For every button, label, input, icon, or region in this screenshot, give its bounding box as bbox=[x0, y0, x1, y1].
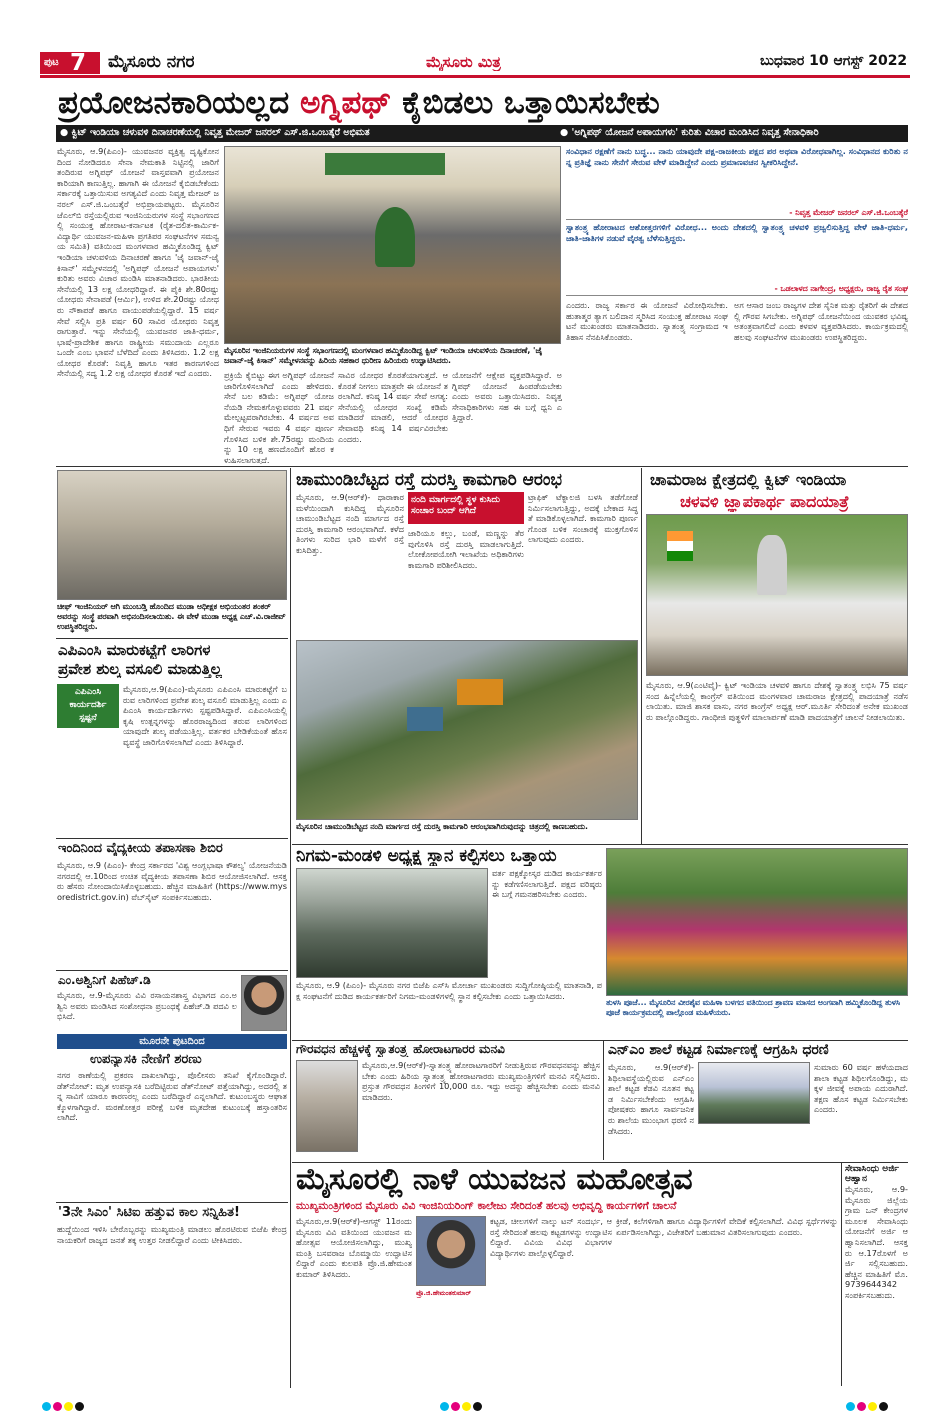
tulasi-photo-caption: ತುಳಸಿ ಪೂಜೆ... ಮೈಸೂರಿನ ವೀರಶೈವ ಮಹಿಳಾ ಬಳಗದ ವತಿಯಿಂದ ಶ್ರಾವಣ ಮಾಸದ ಅಂಗವಾಗಿ ಹಮ್ಮಿಕೊಂಡಿದ್ದ ತುಳಸಿ ಪೂಜೆ ಕಾರ್ಯಕ್ರಮದಲ್ಲಿ ಪಾಲ್ಗೊಂಡ ಮಹಿಳೆಯರು. bbox=[606, 998, 900, 1017]
yellow-dot bbox=[462, 1402, 471, 1411]
school-body-col2: ಸುಮಾರು 60 ವರ್ಷ ಹಳೆಯದಾದ ಶಾಲಾ ಕಟ್ಟಡ ಶಿಥಿಲಗೊಂಡಿದ್ದು, ಮಕ್ಕಳ ಜೀವಕ್ಕೆ ಅಪಾಯ ಎದುರಾಗಿದೆ. ತಕ್ಷಣ ಹೊಸ ಕಟ್ಟಡ ನಿರ್ಮಿಸಬೇಕು ಎಂದರು. bbox=[814, 1062, 908, 1115]
apmc-label-box bbox=[57, 684, 119, 728]
stage-banner bbox=[325, 153, 445, 175]
vdivider-school bbox=[603, 1040, 604, 1160]
nigama-body-col2: ವರ್ತ ಪಕ್ಷಕ್ಕೋಸ್ಕರ ದುಡಿದ ಕಾರ್ಯಕರ್ತರನ್ನು ಕಡೆಗಣಿಸಲಾಗುತ್ತಿದೆ. ಪಕ್ಷದ ವರಿಷ್ಠರು ಈ ಬಗ್ಗೆ ಗಮನಹರಿಸಬೇಕು ಎಂದರು. bbox=[492, 868, 602, 900]
apmc-label-3: ಸ್ಪಷ್ಟನೆ bbox=[79, 713, 97, 723]
lead-photo bbox=[224, 146, 561, 344]
apmc-label-1: ಎಪಿಎಂಸಿ bbox=[74, 687, 102, 697]
divider-lead bbox=[56, 466, 908, 467]
plant-pot bbox=[375, 207, 415, 267]
apmc-headline-1: ಎಪಿಎಂಸಿ ಮಾರುಕಟ್ಟೆಗೆ ಲಾರಿಗಳ bbox=[58, 641, 211, 659]
chamaraja-photo bbox=[646, 514, 908, 676]
tulasi-photo bbox=[606, 848, 908, 996]
chamundi-subhead: ನಂದಿ ಮಾರ್ಗದಲ್ಲಿ ಸ್ಥಳ ಕುಸಿದು ಸಂಚಾರ ಬಂದ್ ಆಗಿದೆ bbox=[411, 495, 501, 516]
chamaraja-headline-1: ಚಾಮರಾಜ ಕ್ಷೇತ್ರದಲ್ಲಿ ಕ್ವಿಟ್ ಇಂಡಿಯಾ bbox=[650, 470, 847, 489]
phd-photo bbox=[241, 975, 287, 1031]
yuvajana-body-col3: ಕ್ರೀಡೆ, ಕಲೆಗಳಿಗಾಗಿ ಹಾಗೂ ವಿದ್ಯಾರ್ಥಿಗಳಿಗೆ ವೇದಿಕೆ ಕಲ್ಪಿಸಲಾಗಿದೆ. ವಿವಿಧ ಸ್ಪರ್ಧೆಗಳನ್ನು ಏರ್ಪಡಿಸಲಾಗಿದ್ದು, ವಿಜೇತರಿಗೆ ಬಹುಮಾನ ವಿತರಿಸಲಾಗುವುದು ಎಂದರು. bbox=[616, 1216, 838, 1237]
quote-box-1 bbox=[566, 146, 908, 220]
jobs-headline: ಸೇವಾಸಿಂಧು ಅರ್ಜಿ ಆಹ್ವಾನ bbox=[845, 1164, 899, 1184]
nigama-headline: ನಿಗಮ-ಮಂಡಳಿ ಅಧ್ಯಕ್ಷ ಸ್ಥಾನ ಕಲ್ಪಿಸಲು ಒತ್ತಾಯ bbox=[296, 846, 557, 866]
jobs-body: ಮೈಸೂರು, ಆ.9- ಮೈಸೂರು ಜಿಲ್ಲೆಯ ಗ್ರಾಮ ಒನ್ ಕೇಂದ್ರಗಳ ಮೂಲಕ ಸೇವಾಸಿಂಧು ಯೋಜನೆಗೆ ಅರ್ಜಿ ಆಹ್ವಾನಿಸಲಾಗಿದೆ. ಆಸಕ್ತರು ಆ.17ರೊಳಗೆ ಅರ್ಜಿ ಸಲ್ಲಿಸಬಹುದು. ಹೆಚ್ಚಿನ ಮಾಹಿತಿಗೆ ಮೊ.9739644342 ಸಂಪರ್ಕಿಸಬಹುದು. bbox=[845, 1184, 908, 1300]
vdivider-jobs bbox=[841, 1162, 842, 1386]
lead-headline-part2: ಕೈಬಿಡಲು ಒತ್ತಾಯಿಸಬೇಕು bbox=[402, 85, 660, 121]
yuvajana-headline: ಮೈಸೂರಲ್ಲಿ ನಾಳೆ ಯುವಜನ ಮಹೋತ್ಸವ bbox=[296, 1162, 693, 1197]
black-dot bbox=[879, 1402, 888, 1411]
lead-body-col1: ಮೈಸೂರು, ಆ.9(ಪಿಎಂ)- ಯುವಜನರ ವ್ಯಕ್ತಿತ್ವ ದೃಷ್ಟಿಕೋನದಿಂದ ನೋಡಿದರೂ ಸೇನಾ ನೇಮಕಾತಿ ನಿಟ್ಟಿನಲ್ಲಿ ಜಾರಿಗೆ ತಂದಿರುವ ಅಗ್ನಿಪಥ್ ಯೋಜನೆ ವಾಸ್ತವವಾಗಿ ಪ್ರಯೋಜನಕಾರಿಯಾಗಿ ಕಾಣುತ್ತಿಲ್ಲ. ಹಾಗಾಗಿ ಈ ಯೋಜನೆ ಕೈಬಿಡಬೇಕೆಂದು ಸರ್ಕಾರಕ್ಕೆ ಒತ್ತಾಯಿಸುವ ಅಗತ್ಯವಿದೆ ಎಂದು ನಿವೃತ್ತ ಮೇಜರ್ ಜನರಲ್ ಎಸ್.ಜಿ.ಒಂಬತ್ಕೆರೆ ಅಭಿಪ್ರಾಯಪಟ್ಟರು. ಮೈಸೂರಿನ ಜೆಎಲ್‌ಬಿ ರಸ್ತೆಯಲ್ಲಿರುವ ಇಂಜಿನಿಯರುಗಳ ಸಂಸ್ಥೆ ಸಭಾಂಗಣದಲ್ಲಿ ಸಂಯುಕ್ತ ಹೋರಾಟ-ಕರ್ನಾಟಕ (ರೈತ-ದಲಿತ-ಕಾರ್ಮಿಕ-ವಿದ್ಯಾರ್ಥಿ ಯುವಜನ-ಮಹಿಳಾ ಪ್ರಗತಿಪರ ಸಂಘಟನೆಗಳ ಸಮನ್ವಯ ಸಮಿತಿ) ವತಿಯಿಂದ ಮಂಗಳವಾರ ಹಮ್ಮಿಕೊಂಡಿದ್ದ ಕ್ವಿಟ್ ಇಂಡಿಯಾ ಚಳುವಳಿಯ ದಿನಾಚರಣೆ ಹಾಗೂ 'ಜೈ ಜವಾನ್-ಜೈ ಕಿಸಾನ್' ಸಮ್ಮೇಳನದಲ್ಲಿ 'ಅಗ್ನಿಪಥ್ ಯೋಜನೆ ಅಪಾಯಗಳು' ಕುರಿತು ಅವರು ವಿಚಾರ ಮಂಡಿಸಿ ಮಾತನಾಡಿದರು. ಭಾರತೀಯ ಸೇನೆಯಲ್ಲಿ 13 ಲಕ್ಷ ಯೋಧರಿದ್ದಾರೆ. ಈ ಪೈಕಿ ಶೇ.80ರಷ್ಟು ಯೋಧರು ಸೇನಾಪಡೆ (ಆರ್ಮಿ), ಉಳಿದ ಶೇ.20ರಷ್ಟು ಯೋಧರು ನೌಕಾಪಡೆ ಹಾಗೂ ವಾಯುಪಡೆಯಲ್ಲಿದ್ದಾರೆ. 15 ವರ್ಷ ಸೇವೆ ಸಲ್ಲಿಸಿ ಪ್ರತಿ ವರ್ಷ 60 ಸಾವಿರ ಯೋಧರು ನಿವೃತ್ತರಾಗುತ್ತಾರೆ. ಇನ್ನು ಸೇನೆಯಲ್ಲಿ ಯುವಜನರ ಜಾತಿ-ಧರ್ಮ, ಭಾಷೆ-ಪ್ರಾದೇಶಿಕ ಹಾಗೂ ರಾಷ್ಟ್ರೀಯ ಸಮುದಾಯ ಎಲ್ಲರೂ ಒಂದೇ ಎಂಬ ಭಾವನೆ ಬೆಳೆದಿದೆ ಎಂದು ತಿಳಿಸಿದರು. 1.2 ಲಕ್ಷ ಯೋಧರ ಕೊರತೆ: ನಿವೃತ್ತಿ ಹಾಗೂ ಇತರ ಕಾರಣಗಳಿಂದ ಸೇನೆಯಲ್ಲಿ ಸದ್ಯ 1.2 ಲಕ್ಷ ಯೋಧರ ಕೊರತೆ ಇದೆ ಎಂದರು. bbox=[57, 146, 219, 379]
gourava-headline: ಗೌರವಧನ ಹೆಚ್ಚಳಕ್ಕೆ ಸ್ವಾತಂತ್ರ್ಯ ಹೋರಾಟಗಾರರ ಮನವಿ bbox=[296, 1042, 505, 1056]
chamaraja-headline-2: ಚಳವಳಿ ಜ್ಞಾಪಕಾರ್ಥ ಪಾದಯಾತ್ರೆ bbox=[680, 492, 849, 511]
registration-marks-left bbox=[42, 1396, 122, 1408]
yuvajana-subhead: ಮುಖ್ಯಮಂತ್ರಿಗಳಿಂದ ಮೈಸೂರು ವಿವಿ ಇಂಜಿನಿಯರಿಂಗ್ ಕಾಲೇಜು ಸೇರಿದಂತೆ ಹಲವು ಅಭಿವೃದ್ಧಿ ಕಾರ್ಯಗಳಿಗೆ ಚಾಲನೆ bbox=[296, 1200, 677, 1212]
cyan-dot bbox=[42, 1402, 51, 1411]
lead-headline bbox=[58, 84, 908, 124]
divider-gourava bbox=[292, 1040, 908, 1041]
paper-name: ಮೈಸೂರು ಮಿತ್ರ bbox=[426, 53, 501, 71]
cm-headline: '3ನೇ ಸಿಎಂ' ಸಿಟಿಐ ಹತ್ತುವ ಕಾಲ ಸನ್ನಿಹಿತ! bbox=[58, 1205, 240, 1220]
school-photo bbox=[698, 1062, 810, 1124]
lead-subhead-band bbox=[56, 125, 908, 142]
cyan-dot bbox=[440, 1402, 449, 1411]
registration-marks-right bbox=[846, 1396, 926, 1408]
lead-headline-highlight: ಅಗ್ನಿಪಥ್ bbox=[299, 85, 392, 121]
chamundi-photo bbox=[296, 640, 638, 820]
chamundi-subhead-box bbox=[408, 492, 524, 524]
page-label: ಪುಟ bbox=[44, 57, 59, 68]
lecture-body: ನಗರ ಠಾಣೆಯಲ್ಲಿ ಪ್ರಕರಣ ದಾಖಲಾಗಿದ್ದು, ಪೊಲೀಸರು ತನಿಖೆ ಕೈಗೊಂಡಿದ್ದಾರೆ. ಡೆತ್‌ನೋಟ್: ಮೃತ ಉಪನ್ಯಾಸಕಿ ಬರೆದಿಟ್ಟಿರುವ ಡೆತ್‌ನೋಟ್ ಪತ್ತೆಯಾಗಿದ್ದು, ಅದರಲ್ಲಿ ತನ್ನ ಸಾವಿಗೆ ಯಾರೂ ಕಾರಣರಲ್ಲ ಎಂದು ಬರೆದಿದ್ದಾರೆ ಎನ್ನಲಾಗಿದೆ. ಕುಟುಂಬಸ್ಥರು ಆಘಾತಕ್ಕೊಳಗಾಗಿದ್ದಾರೆ. ಮರಣೋತ್ತರ ಪರೀಕ್ಷೆ ಬಳಿಕ ಮೃತದೇಹ ಕುಟುಂಬಕ್ಕೆ ಹಸ್ತಾಂತರಿಸಲಾಗಿದೆ. bbox=[57, 1070, 287, 1123]
truck-icon bbox=[407, 707, 443, 731]
excavator-icon bbox=[457, 679, 503, 705]
quote-1-text: ಸಂವಿಧಾನ ರಕ್ಷಣೆಗೆ ನಾನು ಬದ್ಧ... ನಾನು ಯಾವುದೇ ಪಕ್ಷ-ರಾಜಕೀಯ ಪಕ್ಷದ ಪರ ಅಥವಾ ವಿರೋಧವಾಗಿಲ್ಲ. ಸಂವಿಧಾನದ ಕುರಿತು ನನ್ನ ಪ್ರತಿಜ್ಞೆ ನಾನು ಸೇನೆಗೆ ಸೇರುವ ವೇಳೆ ಮಾಡಿದ್ದೇನೆ ಎಂದು ಪ್ರಮಾಣವಚನ ಸ್ವೀಕರಿಸಿದ್ದೇನೆ. bbox=[566, 146, 908, 167]
yuvajana-photo bbox=[416, 1216, 486, 1286]
black-dot bbox=[75, 1402, 84, 1411]
lead-body-col2: ಪ್ರಕ್ರಿಯೆ ಕೈಬಿಟ್ಟು ಈಗ ಅಗ್ನಿಪಥ್ ಯೋಜನೆ ಜಾರಿಗೊಳಿಸಲಾಗಿದೆ ಎಂದು ಹೇಳಿದರು. ಸೇನೆ ಬಲ ಕಡಿಮೆ: ಅಗ್ನಿಪಥ್ ಯೋಜನೆಯಡಿ ನೇಮಕಗೊಳ್ಳುವವರು 21 ವರ್ಷ ಮೇಲ್ಪಟ್ಟವರಾಗಿರಬೇಕು. 4 ವರ್ಷದ ಅವಧಿಗೆ ಸೇರುವ ಇವರು 4 ವರ್ಷ ಪೂರ್ಣಗೊಳಿಸಿದ ಬಳಿಕ ಶೇ.75ರಷ್ಟು ಮಂದಿಯನ್ನು 10 ಲಕ್ಷ ಹಣದೊಂದಿಗೆ ಹೊರ ಕಳುಹಿಸಲಾಗುತ್ತದೆ. bbox=[224, 370, 334, 464]
nigama-photo bbox=[296, 868, 488, 978]
lead-subhead-right: ● 'ಅಗ್ನಿಪಥ್ ಯೋಜನೆ ಅಪಾಯಗಳು' ಕುರಿತು ವಿಚಾರ ಮಂಡಿಸಿದ ನಿವೃತ್ತ ಸೇನಾಧಿಕಾರಿ bbox=[560, 127, 819, 138]
yellow-dot bbox=[868, 1402, 877, 1411]
lead-body-col6: ಅಗ ಆಸಾರ ಜಂಬ ರಾಜ್ಯಗಳ ದೇಶ ಸೈನಿಕ ಮತ್ತು ರೈತರಿಗೆ ಈ ದೇಶದಲ್ಲಿ ಗೌರವ ಸಿಗಬೇಕು. ಅಗ್ನಿಪಥ್ ಯೋಜನೆಯಿಂದ ಯುವಕರ ಭವಿಷ್ಯ ಅತಂತ್ರವಾಗಲಿದೆ ಎಂದು ಕಳವಳ ವ್ಯಕ್ತಪಡಿಸಿದರು. ಕಾರ್ಯಕ್ರಮದಲ್ಲಿ ಹಲವು ಸಂಘಟನೆಗಳ ಮುಖಂಡರು ಉಪಸ್ಥಿತರಿದ್ದರು. bbox=[734, 300, 908, 342]
yuvajana-body-col1: ಮೈಸೂರು,ಆ.9(ಆರ್‌ಕೆ)-ಆಗಸ್ಟ್ 11ರಂದು ಮೈಸೂರು ವಿವಿ ವತಿಯಿಂದ ಯುವಜನ ಮಹೋತ್ಸವ ಆಯೋಜಿಸಲಾಗಿದ್ದು, ಮುಖ್ಯಮಂತ್ರಿ ಬಸವರಾಜ ಬೊಮ್ಮಾಯಿ ಉದ್ಘಾಟಿಸಲಿದ್ದಾರೆ ಎಂದು ಕುಲಪತಿ ಪ್ರೊ.ಜಿ.ಹೇಮಂತಕುಮಾರ್ ತಿಳಿಸಿದರು. bbox=[296, 1216, 412, 1279]
registration-marks-center bbox=[440, 1396, 520, 1408]
health-headline: ಇಂದಿನಿಂದ ವೈದ್ಯಕೀಯ ತಪಾಸಣಾ ಶಿಬಿರ bbox=[58, 841, 223, 856]
quote-1-attribution: - ನಿವೃತ್ತ ಮೇಜರ್ ಜನರಲ್ ಎಸ್.ಜಿ.ಒಂಬತ್ಕೆರೆ bbox=[789, 208, 908, 217]
divider-phd bbox=[56, 970, 288, 971]
lecture-headline: ಉಪನ್ಯಾಸಕಿ ನೇಣಿಗೆ ಶರಣು bbox=[90, 1052, 202, 1067]
divider-apmc bbox=[56, 638, 288, 639]
yuvajana-body-col2: ಕಟ್ಟಡ, ಚೀಲಗಳಿಗೆ ನಾಲ್ಕು ಟನ್ ಸಂದರ್ಭ, ಆ ರಸ್ತೆ ಸೇರಿದಂತೆ ಹಲವು ಕಟ್ಟಡಗಳನ್ನು ಉದ್ಘಾಟಿಸಲಿದ್ದಾರೆ. ವಿವಿಯ ವಿವಿಧ ವಿಭಾಗಗಳ ವಿದ್ಯಾರ್ಥಿಗಳು ಪಾಲ್ಗೊಳ್ಳಲಿದ್ದಾರೆ. bbox=[490, 1216, 612, 1258]
yuvajana-photo-caption: ಪ್ರೊ.ಜಿ.ಹೇಮಂತಕುಮಾರ್ bbox=[416, 1289, 472, 1297]
apmc-body: ಮೈಸೂರು,ಆ.9(ಪಿಎಂ)-ಮೈಸೂರು ಎಪಿಎಂಸಿ ಮಾರುಕಟ್ಟೆಗೆ ಬರುವ ಲಾರಿಗಳಿಂದ ಪ್ರವೇಶ ಶುಲ್ಕ ವಸೂಲಿ ಮಾಡುತ್ತಿಲ್ಲ ಎಂದು ಎಪಿಎಂಸಿ ಕಾರ್ಯದರ್ಶಿಗಳು ಸ್ಪಷ್ಟಪಡಿಸಿದ್ದಾರೆ. ಎಪಿಎಂಸಿಯಲ್ಲಿ ಕೃಷಿ ಉತ್ಪನ್ನಗಳನ್ನು ಹೊರರಾಜ್ಯದಿಂದ ತರುವ ಲಾರಿಗಳಿಂದ ಯಾವುದೇ ಶುಲ್ಕ ಪಡೆಯುತ್ತಿಲ್ಲ. ವರ್ತಕರ ಬೇಡಿಕೆಯಂತೆ ಹೊಸ ವ್ಯವಸ್ಥೆ ಜಾರಿಗೊಳಿಸಲಾಗಿದೆ ಎಂದು ತಿಳಿಸಿದ್ದಾರೆ. bbox=[123, 684, 287, 747]
lead-headline-part1: ಪ್ರಯೋಜನಕಾರಿಯಲ್ಲದ bbox=[58, 85, 290, 121]
quote-box-2 bbox=[566, 222, 908, 296]
cyan-dot bbox=[846, 1402, 855, 1411]
phd-headline: ಎಂ.ಅಶ್ವಿನಿಗೆ ಪಿಹೆಚ್.ಡಿ bbox=[58, 973, 151, 987]
chamundi-body-col3: ಟ್ರಾಫಿಕ್ ಟೆಕ್ನಾಲಜಿ ಬಳಸಿ ತಡೆಗೋಡೆ ನಿರ್ಮಿಸಲಾಗುತ್ತಿದ್ದು, ಅದಕ್ಕೆ ಬೇಕಾದ ಸಿದ್ಧತೆ ಮಾಡಿಕೊಳ್ಳಲಾಗಿದೆ. ಕಾಮಗಾರಿ ಪೂರ್ಣಗೊಂಡ ಬಳಿಕ ಸಂಚಾರಕ್ಕೆ ಮುಕ್ತಗೊಳಿಸಲಾಗುವುದು ಎಂದರು. bbox=[528, 492, 638, 545]
nigama-body-col1: ಮೈಸೂರು, ಆ.9 (ಪಿಎಂ)- ಮೈಸೂರು ನಗರ ಬಿಜೆಪಿ ಎಸ್‌ಸಿ ಮೋರ್ಚಾ ಮುಖಂಡರು ಸುದ್ದಿಗೋಷ್ಠಿಯಲ್ಲಿ ಮಾತನಾಡಿ, ಪಕ್ಷ ಸಂಘಟನೆಗೆ ದುಡಿದ ಕಾರ್ಯಕರ್ತರಿಗೆ ನಿಗಮ-ಮಂಡಳಿಗಳಲ್ಲಿ ಸ್ಥಾನ ಕಲ್ಪಿಸಬೇಕು ಎಂದು ಒತ್ತಾಯಿಸಿದರು. bbox=[296, 980, 602, 1001]
issue-date: ಬುಧವಾರ 10 ಆಗಸ್ಟ್ 2022 bbox=[760, 53, 908, 69]
quote-2-attribution: - ಒಡಲಾಳದ ನಾಗೇಂದ್ರ, ಅಧ್ಯಕ್ಷರು, ರಾಜ್ಯ ರೈತ ಸಂಘ bbox=[774, 284, 908, 293]
page-number-box bbox=[40, 52, 100, 74]
chamaraja-body: ಮೈಸೂರು, ಆ.9(ಎಂಟಿವೈ)- ಕ್ವಿಟ್ ಇಂಡಿಯಾ ಚಳವಳಿ ಹಾಗೂ ದೇಶಕ್ಕೆ ಸ್ವಾತಂತ್ರ್ಯ ಲಭಿಸಿ 75 ವರ್ಷ ಸಂದ ಹಿನ್ನೆಲೆಯಲ್ಲಿ ಕಾಂಗ್ರೆಸ್ ವತಿಯಿಂದ ಮಂಗಳವಾರ ಚಾಮರಾಜ ಕ್ಷೇತ್ರದಲ್ಲಿ ಪಾದಯಾತ್ರೆ ನಡೆಸಲಾಯಿತು. ಮಾಜಿ ಶಾಸಕ ವಾಸು, ನಗರ ಕಾಂಗ್ರೆಸ್ ಅಧ್ಯಕ್ಷ ಆರ್.ಮೂರ್ತಿ ಸೇರಿದಂತೆ ಅನೇಕ ಮುಖಂಡರು ಪಾಲ್ಗೊಂಡಿದ್ದರು. ಗಾಂಧೀಜಿ ಪುತ್ಥಳಿಗೆ ಮಾಲಾರ್ಪಣೆ ಮಾಡಿ ಪಾದಯಾತ್ರೆಗೆ ಚಾಲನೆ ನೀಡಲಾಯಿತು. bbox=[646, 680, 908, 722]
magenta-dot bbox=[857, 1402, 866, 1411]
lead-subhead-left: ● ಕ್ವಿಟ್ ಇಂಡಿಯಾ ಚಳುವಳಿ ದಿನಾಚರಣೆಯಲ್ಲಿ ನಿವೃತ್ತ ಮೇಜರ್ ಜನರಲ್ ಎಸ್.ಜಿ.ಒಂಬತ್ಕೆರೆ ಅಭಿಮತ bbox=[60, 127, 370, 138]
lead-body-col3: ಸಾವಿರ ಯೋಧರ ಕೊರತೆಯಾಗುತ್ತದೆ. ಆ ಕೊರತೆ ನೀಗಲು ಮಾತ್ರವೇ ಈ ಯೋಜನೆ ತರಲಾಗಿದೆ. ಕನಿಷ್ಠ 14 ವರ್ಷ ಸೇವೆ ಅಗತ್ಯ: ಸೇನೆಯಲ್ಲಿ ಯೋಧರ ಸಂಖ್ಯೆ ಕಡಿಮೆ ಮಾಡಿದರೆ ಮಾಡಲಿ, ಆದರೆ ಯೋಧರ ಸೇವಾವಧಿ ಕನಿಷ್ಠ 14 ವರ್ಷವಿರಬೇಕು ಎಂದರು. bbox=[338, 370, 448, 444]
gourava-body: ಮೈಸೂರು,ಆ.9(ಆರ್‌ಕೆ)-ಸ್ವಾತಂತ್ರ್ಯ ಹೋರಾಟಗಾರರಿಗೆ ನೀಡುತ್ತಿರುವ ಗೌರವಧನವನ್ನು ಹೆಚ್ಚಿಸಬೇಕು ಎಂದು ಹಿರಿಯ ಸ್ವಾತಂತ್ರ್ಯ ಹೋರಾಟಗಾರರು ಮುಖ್ಯಮಂತ್ರಿಗಳಿಗೆ ಮನವಿ ಸಲ್ಲಿಸಿದರು. ಪ್ರಸ್ತುತ ಗೌರವಧನ ತಿಂಗಳಿಗೆ 10,000 ರೂ. ಇದ್ದು ಅದನ್ನು ಹೆಚ್ಚಿಸಬೇಕು ಎಂದು ಮನವಿ ಮಾಡಿದರು. bbox=[362, 1060, 600, 1102]
felicitation-caption: ಚೀಫ್ ಇಂಜಿನಿಯರ್ ಆಗಿ ಮುಂಬಡ್ತಿ ಹೊಂದಿದ ಮುಡಾ ಅಧೀಕ್ಷಕ ಅಭಿಯಂತರ ಶಂಕರ್ ಅವರನ್ನು ಸಂಸ್ಥೆ ಪರವಾಗಿ ಅಭಿನಂದಿಸಲಾಯಿತು. ಈ ವೇಳೆ ಮುಡಾ ಅಧ್ಯಕ್ಷ ಎಚ್.ವಿ.ರಾಜೀವ್ ಉಪಸ್ಥಿತರಿದ್ದರು. bbox=[57, 602, 286, 631]
magenta-dot bbox=[451, 1402, 460, 1411]
lead-body-col5: ಎಂದರು. ರಾಜ್ಯ ಸರ್ಕಾರ ಈ ಯೋಜನೆ ವಿರೋಧಿಸಬೇಕು. ಹುತಾತ್ಮರ ತ್ಯಾಗ ಬಲಿದಾನ ಸ್ಮರಿಸಿದ ಸಂಯುಕ್ತ ಹೋರಾಟ ಸಂಘಟನೆ ಮುಖಂಡರು ಮಾತನಾಡಿದರು. ಸ್ವಾತಂತ್ರ್ಯ ಸಂಗ್ರಾಮದ ಇತಿಹಾಸ ನೆನಪಿಸಿಕೊಂಡರು. bbox=[566, 300, 728, 342]
section-title: ಮೈಸೂರು ನಗರ bbox=[108, 52, 195, 72]
magenta-dot bbox=[53, 1402, 62, 1411]
page-number: 7 bbox=[70, 50, 87, 76]
chamundi-headline: ಚಾಮುಂಡಿಬೆಟ್ಟದ ರಸ್ತೆ ದುರಸ್ತಿ ಕಾಮಗಾರಿ ಆರಂಭ bbox=[296, 470, 563, 490]
school-headline: ಎನ್‌ಎಂ ಶಾಲೆ ಕಟ್ಟಡ ನಿರ್ಮಾಣಕ್ಕೆ ಆಗ್ರಹಿಸಿ ಧರಣಿ bbox=[608, 1042, 829, 1058]
statue-icon bbox=[757, 535, 787, 595]
gourava-photo bbox=[296, 1060, 358, 1152]
divider-nigama bbox=[292, 844, 908, 845]
lead-photo-caption: ಮೈಸೂರಿನ ಇಂಜಿನಿಯರುಗಳ ಸಂಸ್ಥೆ ಸಭಾಂಗಣದಲ್ಲಿ ಮಂಗಳವಾರ ಹಮ್ಮಿಕೊಂಡಿದ್ದ ಕ್ವಿಟ್ ಇಂಡಿಯಾ ಚಳುವಳಿಯ ದಿನಾಚರಣೆ, 'ಜೈ ಜವಾನ್-ಜೈ ಕಿಸಾನ್' ಸಮ್ಮೇಳನವನ್ನು ಹಿರಿಯ ಸಹಕಾರ ಧುರೀಣ ಹಿರಿಯರು ಉದ್ಘಾಟಿಸಿದರು. bbox=[224, 346, 543, 365]
school-body-col1: ಮೈಸೂರು, ಆ.9(ಆರ್‌ಕೆ)-ಶಿಥಿಲಾವಸ್ಥೆಯಲ್ಲಿರುವ ಎನ್‌ಎಂ ಶಾಲೆ ಕಟ್ಟಡ ಕೆಡವಿ ನೂತನ ಕಟ್ಟಡ ನಿರ್ಮಿಸಬೇಕೆಂದು ಆಗ್ರಹಿಸಿ ಪೋಷಕರು ಹಾಗೂ ಸಾರ್ವಜನಿಕರು ಶಾಲೆಯ ಮುಂಭಾಗ ಧರಣಿ ನಡೆಸಿದರು. bbox=[608, 1062, 694, 1136]
lecture-band-label: ಮೂರನೇ ಪುಟದಿಂದ bbox=[139, 1036, 205, 1047]
lead-body-col4: ಯೋಜನೆಗೆ ಆಕ್ಷೇಪ ವ್ಯಕ್ತಪಡಿಸಿದ್ದಾರೆ. ಅಗ್ನಿಪಥ್ ಯೋಜನೆ ಹಿಂಪಡೆಯಬೇಕು ಎಂದು ಅವರು ಒತ್ತಾಯಿಸಿದರು. ನಿವೃತ್ತ ಸೇನಾಧಿಕಾರಿಗಳು ಸಹ ಈ ಬಗ್ಗೆ ಧ್ವನಿ ಎತ್ತಿದ್ದಾರೆ. bbox=[452, 370, 562, 423]
lecture-band bbox=[57, 1034, 287, 1049]
phd-body: ಮೈಸೂರು, ಆ.9-ಮೈಸೂರು ವಿವಿ ರಸಾಯನಶಾಸ್ತ್ರ ವಿಭಾಗದ ಎಂ.ಅಶ್ವಿನಿ ಅವರು ಮಂಡಿಸಿದ ಸಂಶೋಧನಾ ಪ್ರಬಂಧಕ್ಕೆ ಪಿಹೆಚ್.ಡಿ ಪದವಿ ಲಭಿಸಿದೆ. bbox=[57, 990, 237, 1022]
divider-cm bbox=[56, 1202, 288, 1203]
black-dot bbox=[473, 1402, 482, 1411]
chamundi-body-col2: ಜಾರಿಯೂ ಕಲ್ಲು, ಬಂಡೆ, ಮಣ್ಣನ್ನು ತೆರವುಗೊಳಿಸಿ ರಸ್ತೆ ದುರಸ್ತಿ ಮಾಡಲಾಗುತ್ತಿದೆ. ಲೋಕೋಪಯೋಗಿ ಇಲಾಖೆಯ ಅಧಿಕಾರಿಗಳು ಕಾಮಗಾರಿ ಪರಿಶೀಲಿಸಿದರು. bbox=[408, 528, 524, 570]
vdivider-left bbox=[290, 468, 291, 1388]
divider-health bbox=[56, 838, 288, 839]
chamundi-photo-caption: ಮೈಸೂರಿನ ಚಾಮುಂಡಿಬೆಟ್ಟದ ನಂದಿ ಮಾರ್ಗದ ರಸ್ತೆ ದುರಸ್ತಿ ಕಾಮಗಾರಿ ಆರಂಭವಾಗಿರುವುದನ್ನು ಚಿತ್ರದಲ್ಲಿ ಕಾಣಬಹುದು. bbox=[296, 822, 588, 831]
apmc-label-2: ಕಾರ್ಯದರ್ಶಿ bbox=[69, 700, 107, 710]
apmc-headline-2: ಪ್ರವೇಶ ಶುಲ್ಕ ವಸೂಲಿ ಮಾಡುತ್ತಿಲ್ಲ bbox=[58, 660, 223, 678]
flag-icon bbox=[667, 531, 693, 561]
quote-2-text: ಸ್ವಾತಂತ್ರ್ಯ ಹೋರಾಟದ ಆಶೋತ್ತರಗಳಿಗೆ ವಿರೋಧ... ಅಂದು ದೇಶದಲ್ಲಿ ಸ್ವಾತಂತ್ರ್ಯ ಚಳವಳಿ ಪ್ರಜ್ವಲಿಸುತ್ತಿದ್ದ ವೇಳೆ ಜಾತಿ-ಧರ್ಮ, ಜಾತಿ-ಜಾತಿಗಳ ನಡುವೆ ವೈರತ್ವ ಬೆಳೆಸುತ್ತಿದ್ದರು. bbox=[566, 222, 908, 243]
yellow-dot bbox=[64, 1402, 73, 1411]
vdivider-right bbox=[641, 468, 642, 844]
health-body: ಮೈಸೂರು, ಆ.9 (ಪಿಎಂ)- ಕೇಂದ್ರ ಸರ್ಕಾರದ 'ವಿಶ್ವ ಆಂಗ್ಲಭಾಷಾ ಕೌಶಲ್ಯ' ಯೋಜನೆಯಡಿ ನಗರದಲ್ಲಿ ಆ.10ರಿಂದ ಉಚಿತ ವೈದ್ಯಕೀಯ ತಪಾಸಣಾ ಶಿಬಿರ ಆಯೋಜಿಸಲಾಗಿದೆ. ಆಸಕ್ತರು ಹೆಸರು ನೋಂದಾಯಿಸಿಕೊಳ್ಳಬಹುದು. ಹೆಚ್ಚಿನ ಮಾಹಿತಿಗೆ (https://www.mysoredistrict.gov.in) ವೆಬ್‌ಸೈಟ್ ಸಂಪರ್ಕಿಸಬಹುದು. bbox=[57, 860, 287, 902]
cm-body: ಹುದ್ದೆಯಿಂದ ಇಳಿಸಿ ಬೇರೊಬ್ಬರನ್ನು ಮುಖ್ಯಮಂತ್ರಿ ಮಾಡಲು ಹೊರಟಿರುವ ಬಿಜೆಪಿ ಕೇಂದ್ರ ನಾಯಕರಿಗೆ ರಾಜ್ಯದ ಜನತೆ ತಕ್ಕ ಉತ್ತರ ನೀಡಲಿದ್ದಾರೆ ಎಂದು ಟೀಕಿಸಿದರು. bbox=[57, 1224, 287, 1245]
felicitation-photo bbox=[57, 470, 287, 600]
masthead bbox=[40, 50, 910, 78]
chamundi-body-col1: ಮೈಸೂರು, ಆ.9(ಆರ್‌ಕೆ)- ಧಾರಾಕಾರ ಮಳೆಯಿಂದಾಗಿ ಕುಸಿದಿದ್ದ ಮೈಸೂರಿನ ಚಾಮುಂಡಿಬೆಟ್ಟದ ನಂದಿ ಮಾರ್ಗದ ರಸ್ತೆ ದುರಸ್ತಿ ಕಾಮಗಾರಿ ಆರಂಭವಾಗಿದೆ. ಕಳೆದ ತಿಂಗಳು ಸುರಿದ ಭಾರಿ ಮಳೆಗೆ ರಸ್ತೆ ಕುಸಿದಿತ್ತು. bbox=[296, 492, 404, 555]
